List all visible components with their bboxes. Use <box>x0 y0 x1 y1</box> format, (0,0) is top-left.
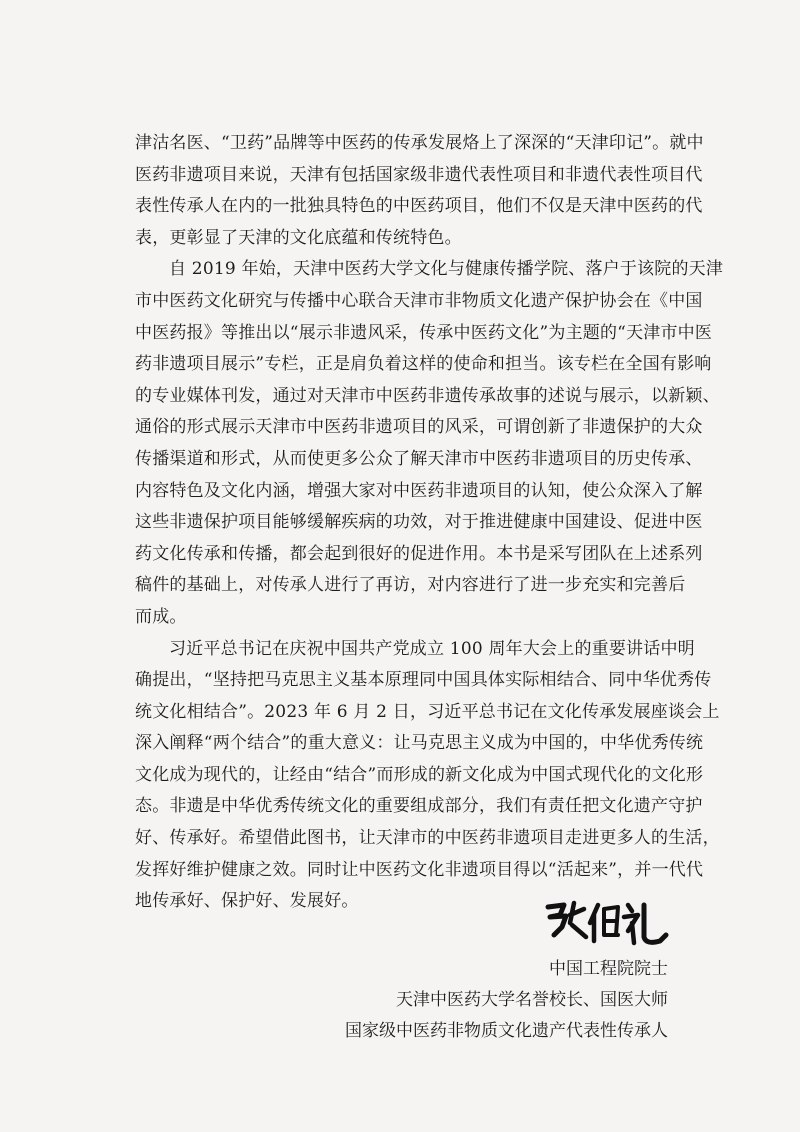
text-line: 这些非遗保护项目能够缓解疾病的功效，对于推进健康中国建设、促进中医 <box>135 512 703 533</box>
author-titles <box>345 954 668 1047</box>
text-line: 药非遗项目展示”专栏，正是肩负着这样的使命和担当。该专栏在全国有影响 <box>135 354 712 375</box>
text-line: 统文化相结合”。2023 年 6 月 2 日，习近平总书记在文化传承发展座谈会上 <box>135 701 720 722</box>
text-line: 习近平总书记在庆祝中国共产党成立 100 周年大会上的重要讲话中明 <box>169 638 695 659</box>
text-line: 而成。 <box>135 606 187 627</box>
author-title-line: 天津中医药大学名誉校长、国医大师 <box>396 990 668 1010</box>
text-line: 好、传承好。希望借此图书，让天津市的中医药非遗项目走进更多人的生活， <box>135 828 720 849</box>
text-line: 稿件的基础上，对传承人进行了再访，对内容进行了进一步充实和完善后 <box>135 575 686 596</box>
text-line: 医药非遗项目来说，天津有包括国家级非遗代表性项目和非遗代表性项目代 <box>135 164 703 185</box>
text-line: 的专业媒体刊发，通过对天津市中医药非遗传承故事的述说与展示，以新颖、 <box>135 385 720 406</box>
text-line: 市中医药文化研究与传播中心联合天津市非物质文化遗产保护协会在《中国 <box>135 290 703 311</box>
text-line: 药文化传承和传播，都会起到很好的促进作用。本书是采写团队在上述系列 <box>135 543 703 564</box>
text-line: 自 2019 年始，天津中医药大学文化与健康传播学院、落户于该院的天津 <box>169 259 724 280</box>
text-line: 中医药报》等推出以“展示非遗风采，传承中医药文化”为主题的“天津市中医 <box>135 322 713 343</box>
text-line: 发挥好维护健康之效。同时让中医药文化非遗项目得以“活起来”，并一代代 <box>135 859 704 880</box>
text-line: 表性传承人在内的一批独具特色的中医药项目，他们不仅是天津中医药的代 <box>135 196 703 217</box>
text-line: 确提出，“坚持把马克思主义基本原理同中国具体实际相结合、同中华优秀传 <box>135 670 712 691</box>
text-line: 通俗的形式展示天津市中医药非遗项目的风采，可谓创新了非遗保护的大众 <box>135 417 703 438</box>
text-line: 地传承好、保护好、发展好。 <box>135 891 359 912</box>
paragraph-2 <box>135 254 724 633</box>
text-line: 态。非遗是中华优秀传统文化的重要组成部分，我们有责任把文化遗产守护 <box>135 796 703 817</box>
text-line: 津沽名医、“卫药”品牌等中医药的传承发展烙上了深深的“天津印记”。就中 <box>135 133 704 153</box>
paragraph-1 <box>135 128 704 254</box>
preface-body <box>135 128 724 918</box>
text-line: 表，更彰显了天津的文化底蕴和传统特色。 <box>135 227 462 248</box>
text-line: 文化成为现代的，让经由“结合”而形成的新文化成为中国式现代化的文化形 <box>135 764 704 785</box>
text-line: 传播渠道和形式，从而使更多公众了解天津市中医药非遗项目的历史传承、 <box>135 448 703 469</box>
handwritten-signature <box>540 895 670 955</box>
text-line: 深入阐释“两个结合”的重大意义：让马克思主义成为中国的，中华优秀传统 <box>135 733 704 754</box>
author-title-line: 中国工程院院士 <box>549 959 668 979</box>
paragraph-3 <box>135 634 720 918</box>
author-title-line: 国家级中医药非物质文化遗产代表性传承人 <box>345 1021 668 1041</box>
text-line: 内容特色及文化内涵，增强大家对中医药非遗项目的认知，使公众深入了解 <box>135 480 703 501</box>
